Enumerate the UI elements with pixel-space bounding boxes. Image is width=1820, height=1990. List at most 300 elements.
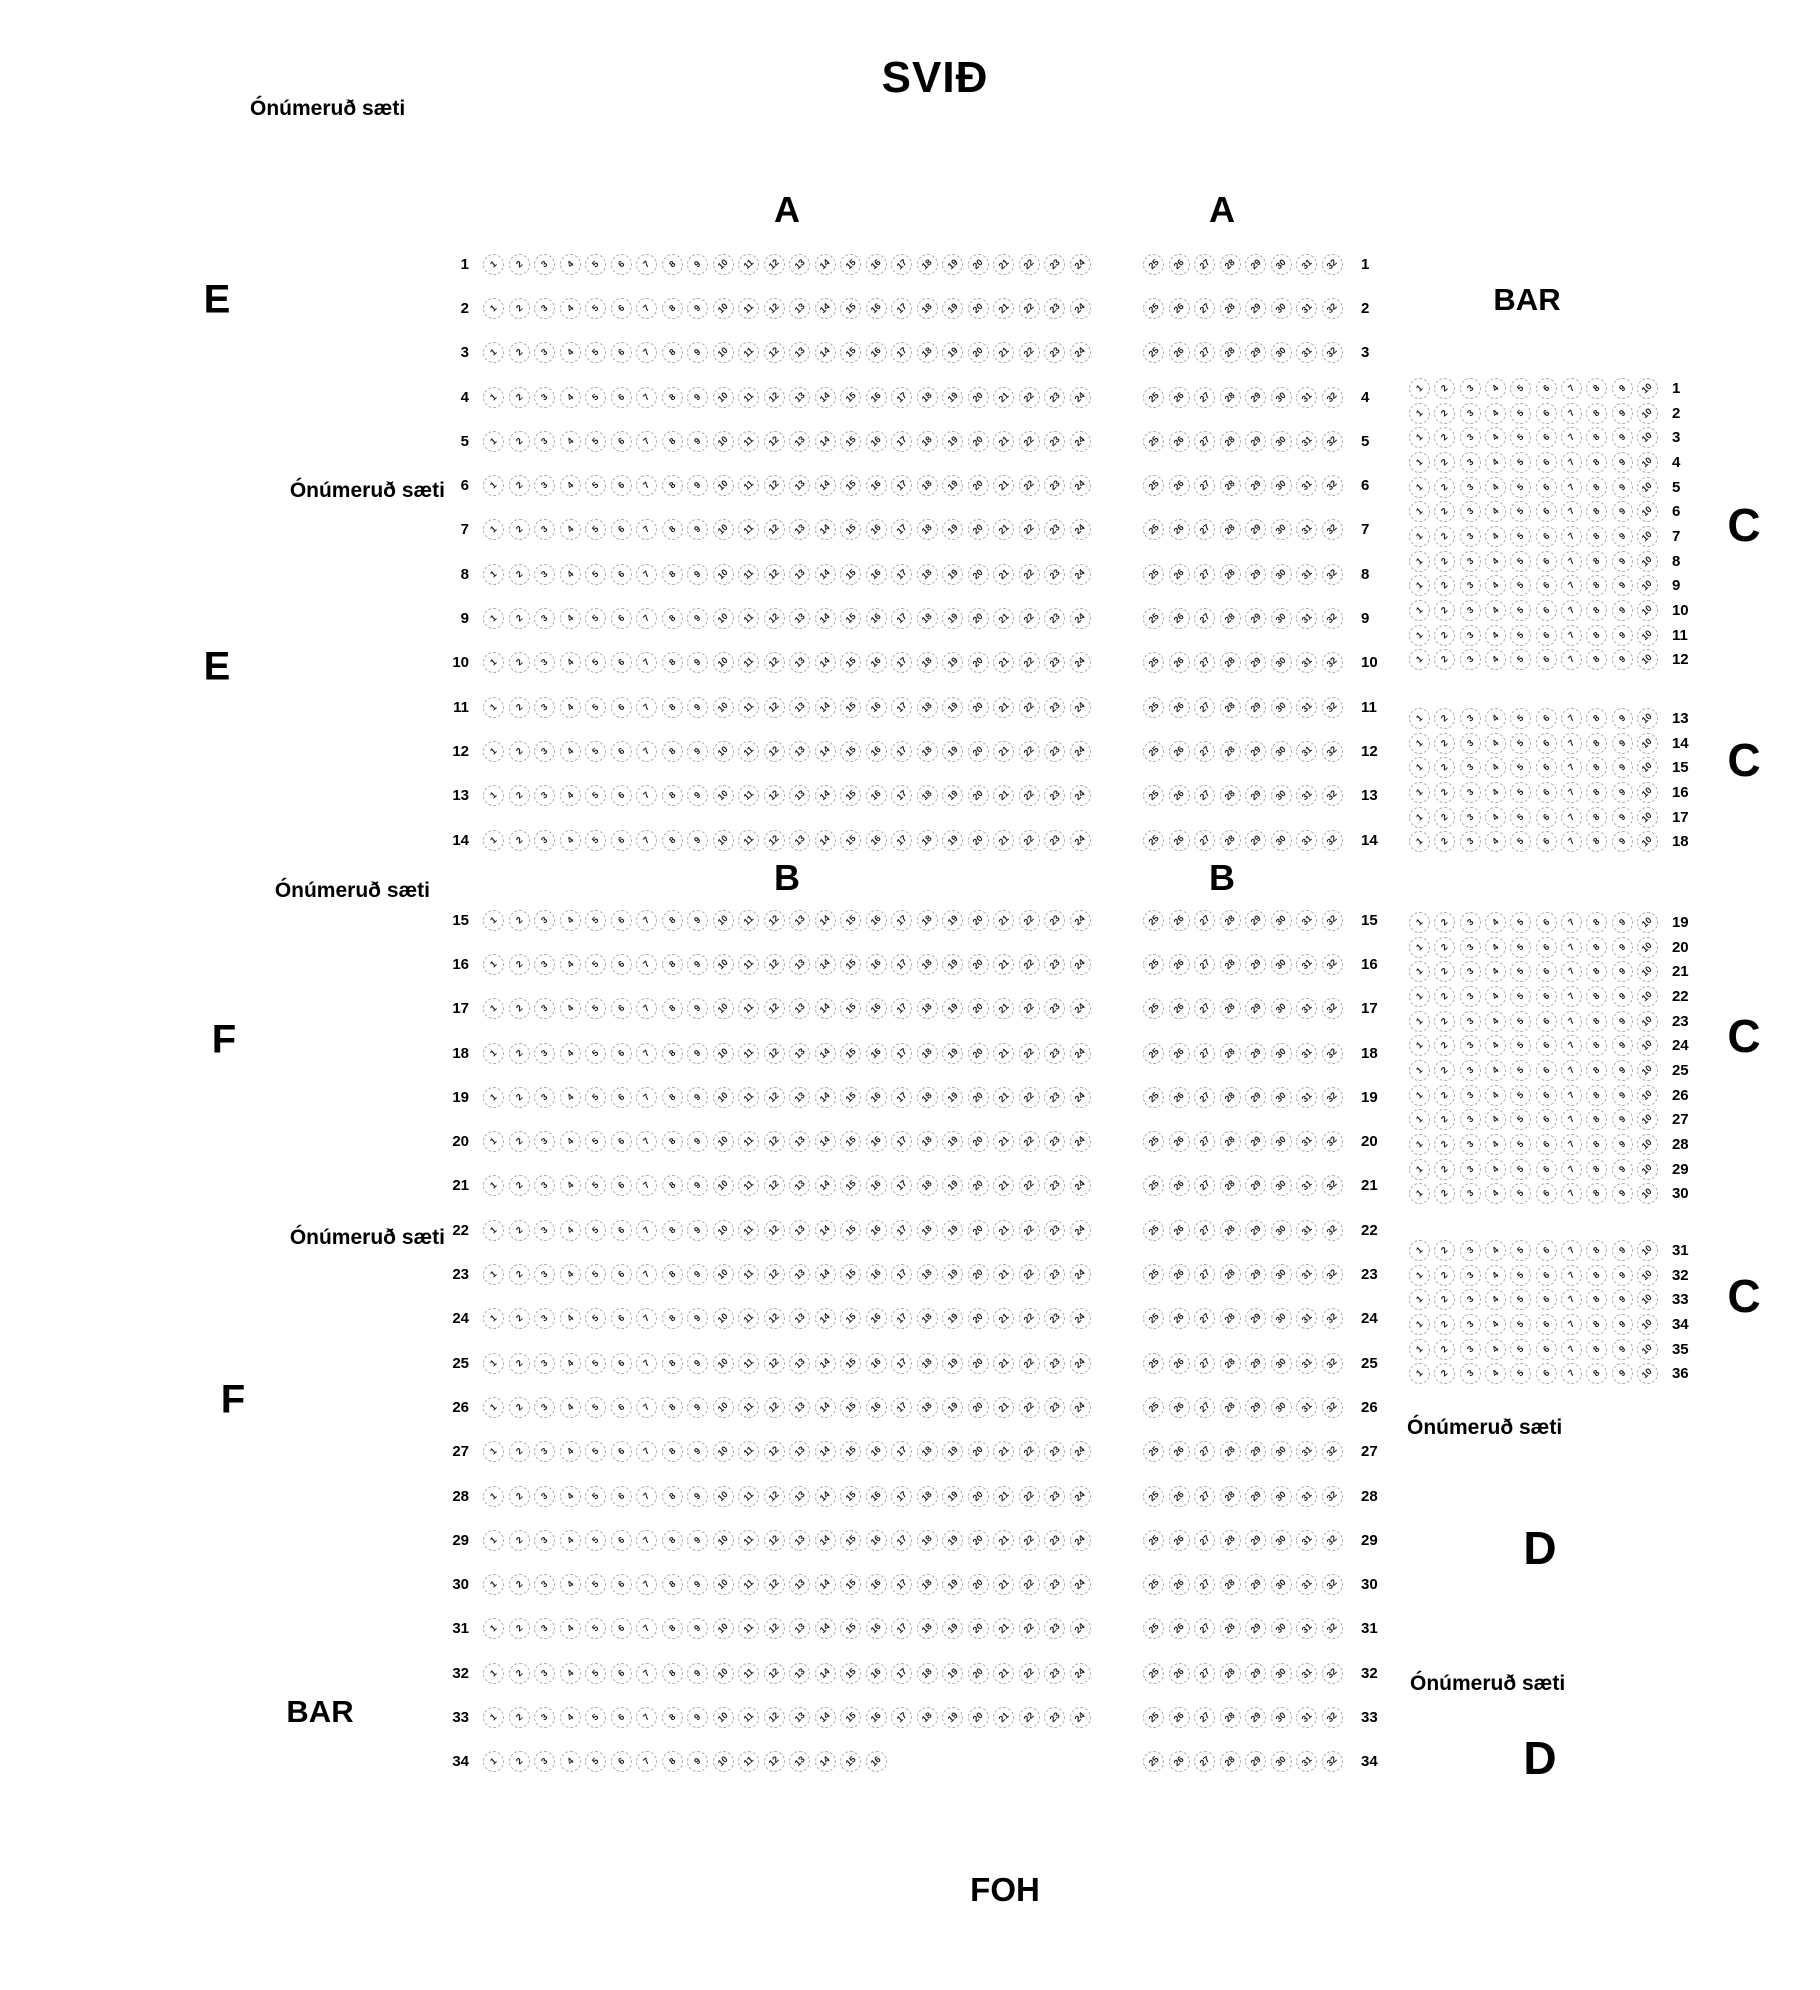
seat[interactable]: 9	[687, 1618, 708, 1639]
seat[interactable]: 4	[1485, 1134, 1506, 1155]
seat[interactable]: 29	[1245, 741, 1266, 762]
seat[interactable]: 28	[1220, 1707, 1241, 1728]
seat[interactable]: 9	[1612, 1109, 1633, 1130]
seat[interactable]: 7	[1561, 708, 1582, 729]
seat[interactable]: 30	[1271, 1175, 1292, 1196]
seat[interactable]: 17	[891, 741, 912, 762]
seat[interactable]: 11	[738, 1308, 759, 1329]
seat[interactable]: 3	[534, 652, 555, 673]
seat[interactable]: 10	[1637, 427, 1658, 448]
seat[interactable]: 10	[713, 998, 734, 1019]
seat[interactable]: 30	[1271, 1397, 1292, 1418]
seat[interactable]: 25	[1143, 1530, 1164, 1551]
seat[interactable]: 29	[1245, 1530, 1266, 1551]
seat[interactable]: 13	[789, 1530, 810, 1551]
seat[interactable]: 8	[662, 1397, 683, 1418]
seat[interactable]: 9	[687, 1087, 708, 1108]
seat[interactable]: 6	[611, 254, 632, 275]
seat[interactable]: 7	[636, 910, 657, 931]
seat[interactable]: 20	[968, 1308, 989, 1329]
seat[interactable]: 27	[1194, 1530, 1215, 1551]
seat[interactable]: 3	[1460, 1060, 1481, 1081]
seat[interactable]: 24	[1070, 1087, 1091, 1108]
seat[interactable]: 7	[1561, 986, 1582, 1007]
seat[interactable]: 2	[1434, 625, 1455, 646]
seat[interactable]: 16	[866, 1751, 887, 1772]
seat[interactable]: 20	[968, 1707, 989, 1728]
seat[interactable]: 20	[968, 254, 989, 275]
seat[interactable]: 31	[1296, 1043, 1317, 1064]
seat[interactable]: 8	[662, 1486, 683, 1507]
seat[interactable]: 18	[917, 342, 938, 363]
seat[interactable]: 8	[1586, 937, 1607, 958]
seat[interactable]: 5	[1510, 708, 1531, 729]
seat[interactable]: 2	[1434, 1011, 1455, 1032]
seat[interactable]: 26	[1169, 1707, 1190, 1728]
seat[interactable]: 3	[1460, 501, 1481, 522]
seat[interactable]: 28	[1220, 475, 1241, 496]
seat[interactable]: 21	[993, 1574, 1014, 1595]
seat[interactable]: 22	[1019, 254, 1040, 275]
seat[interactable]: 1	[1409, 1011, 1430, 1032]
seat[interactable]: 9	[1612, 1339, 1633, 1360]
seat[interactable]: 7	[1561, 1109, 1582, 1130]
seat[interactable]: 26	[1169, 998, 1190, 1019]
seat[interactable]: 30	[1271, 1618, 1292, 1639]
seat[interactable]: 3	[534, 1308, 555, 1329]
seat[interactable]: 5	[1510, 961, 1531, 982]
seat[interactable]: 24	[1070, 1220, 1091, 1241]
seat[interactable]: 21	[993, 998, 1014, 1019]
seat[interactable]: 21	[993, 830, 1014, 851]
seat[interactable]: 32	[1322, 1087, 1343, 1108]
seat[interactable]: 16	[866, 564, 887, 585]
seat[interactable]: 6	[1536, 733, 1557, 754]
seat[interactable]: 2	[1434, 649, 1455, 670]
seat[interactable]: 30	[1271, 564, 1292, 585]
seat[interactable]: 30	[1271, 954, 1292, 975]
seat[interactable]: 17	[891, 1087, 912, 1108]
seat[interactable]: 1	[1409, 477, 1430, 498]
seat[interactable]: 3	[1460, 1339, 1481, 1360]
seat[interactable]: 28	[1220, 1175, 1241, 1196]
seat[interactable]: 1	[1409, 1060, 1430, 1081]
seat[interactable]: 8	[662, 1220, 683, 1241]
seat[interactable]: 10	[713, 1574, 734, 1595]
seat[interactable]: 1	[483, 1043, 504, 1064]
seat[interactable]: 21	[993, 1087, 1014, 1108]
seat[interactable]: 9	[687, 1353, 708, 1374]
seat[interactable]: 30	[1271, 830, 1292, 851]
seat[interactable]: 19	[942, 608, 963, 629]
seat[interactable]: 29	[1245, 1441, 1266, 1462]
seat[interactable]: 6	[611, 1131, 632, 1152]
seat[interactable]: 28	[1220, 910, 1241, 931]
seat[interactable]: 1	[1409, 937, 1430, 958]
seat[interactable]: 5	[1510, 526, 1531, 547]
seat[interactable]: 2	[509, 1264, 530, 1285]
seat[interactable]: 2	[1434, 452, 1455, 473]
seat[interactable]: 2	[509, 1175, 530, 1196]
seat[interactable]: 18	[917, 387, 938, 408]
seat[interactable]: 10	[1637, 1035, 1658, 1056]
seat[interactable]: 13	[789, 1618, 810, 1639]
seat[interactable]: 10	[713, 431, 734, 452]
seat[interactable]: 6	[611, 741, 632, 762]
seat[interactable]: 31	[1296, 1264, 1317, 1285]
seat[interactable]: 13	[789, 697, 810, 718]
seat[interactable]: 10	[713, 954, 734, 975]
seat[interactable]: 4	[560, 342, 581, 363]
seat[interactable]: 28	[1220, 785, 1241, 806]
seat[interactable]: 5	[1510, 1134, 1531, 1155]
seat[interactable]: 18	[917, 1175, 938, 1196]
seat[interactable]: 6	[1536, 831, 1557, 852]
seat[interactable]: 29	[1245, 697, 1266, 718]
seat[interactable]: 10	[713, 387, 734, 408]
seat[interactable]: 9	[1612, 1265, 1633, 1286]
seat[interactable]: 29	[1245, 431, 1266, 452]
seat[interactable]: 4	[560, 1353, 581, 1374]
seat[interactable]: 16	[866, 519, 887, 540]
seat[interactable]: 2	[509, 1441, 530, 1462]
seat[interactable]: 32	[1322, 1441, 1343, 1462]
seat[interactable]: 11	[738, 785, 759, 806]
seat[interactable]: 7	[1561, 452, 1582, 473]
seat[interactable]: 28	[1220, 1618, 1241, 1639]
seat[interactable]: 17	[891, 608, 912, 629]
seat[interactable]: 4	[560, 475, 581, 496]
seat[interactable]: 27	[1194, 1574, 1215, 1595]
seat[interactable]: 7	[636, 1707, 657, 1728]
seat[interactable]: 10	[1637, 1339, 1658, 1360]
seat[interactable]: 18	[917, 1087, 938, 1108]
seat[interactable]: 6	[1536, 501, 1557, 522]
seat[interactable]: 30	[1271, 342, 1292, 363]
seat[interactable]: 1	[483, 830, 504, 851]
seat[interactable]: 3	[534, 830, 555, 851]
seat[interactable]: 22	[1019, 1087, 1040, 1108]
seat[interactable]: 1	[483, 1707, 504, 1728]
seat[interactable]: 4	[560, 519, 581, 540]
seat[interactable]: 13	[789, 1707, 810, 1728]
seat[interactable]: 27	[1194, 998, 1215, 1019]
seat[interactable]: 32	[1322, 1264, 1343, 1285]
seat[interactable]: 18	[917, 298, 938, 319]
seat[interactable]: 2	[1434, 782, 1455, 803]
seat[interactable]: 18	[917, 475, 938, 496]
seat[interactable]: 7	[636, 431, 657, 452]
seat[interactable]: 12	[764, 475, 785, 496]
seat[interactable]: 22	[1019, 1530, 1040, 1551]
seat[interactable]: 9	[687, 1486, 708, 1507]
seat[interactable]: 23	[1044, 1175, 1065, 1196]
seat[interactable]: 2	[509, 954, 530, 975]
seat[interactable]: 4	[1485, 961, 1506, 982]
seat[interactable]: 3	[1460, 1314, 1481, 1335]
seat[interactable]: 5	[585, 998, 606, 1019]
seat[interactable]: 4	[1485, 1363, 1506, 1384]
seat[interactable]: 5	[585, 431, 606, 452]
seat[interactable]: 1	[1409, 378, 1430, 399]
seat[interactable]: 17	[891, 519, 912, 540]
seat[interactable]: 11	[738, 1751, 759, 1772]
seat[interactable]: 2	[1434, 378, 1455, 399]
seat[interactable]: 13	[789, 954, 810, 975]
seat[interactable]: 12	[764, 1486, 785, 1507]
seat[interactable]: 8	[662, 1308, 683, 1329]
seat[interactable]: 1	[1409, 427, 1430, 448]
seat[interactable]: 1	[1409, 1085, 1430, 1106]
seat[interactable]: 27	[1194, 1353, 1215, 1374]
seat[interactable]: 15	[840, 785, 861, 806]
seat[interactable]: 3	[534, 741, 555, 762]
seat[interactable]: 31	[1296, 1441, 1317, 1462]
seat[interactable]: 10	[1637, 551, 1658, 572]
seat[interactable]: 22	[1019, 1618, 1040, 1639]
seat[interactable]: 26	[1169, 1353, 1190, 1374]
seat[interactable]: 12	[764, 697, 785, 718]
seat[interactable]: 2	[1434, 1363, 1455, 1384]
seat[interactable]: 5	[585, 298, 606, 319]
seat[interactable]: 7	[1561, 427, 1582, 448]
seat[interactable]: 13	[789, 741, 810, 762]
seat[interactable]: 7	[636, 1486, 657, 1507]
seat[interactable]: 7	[1561, 1265, 1582, 1286]
seat[interactable]: 30	[1271, 608, 1292, 629]
seat[interactable]: 6	[1536, 937, 1557, 958]
seat[interactable]: 14	[815, 519, 836, 540]
seat[interactable]: 3	[534, 998, 555, 1019]
seat[interactable]: 31	[1296, 298, 1317, 319]
seat[interactable]: 11	[738, 608, 759, 629]
seat[interactable]: 8	[662, 830, 683, 851]
seat[interactable]: 21	[993, 1264, 1014, 1285]
seat[interactable]: 22	[1019, 830, 1040, 851]
seat[interactable]: 18	[917, 254, 938, 275]
seat[interactable]: 9	[1612, 782, 1633, 803]
seat[interactable]: 9	[1612, 1159, 1633, 1180]
seat[interactable]: 15	[840, 697, 861, 718]
seat[interactable]: 10	[713, 1441, 734, 1462]
seat[interactable]: 2	[1434, 912, 1455, 933]
seat[interactable]: 6	[1536, 1289, 1557, 1310]
seat[interactable]: 28	[1220, 1264, 1241, 1285]
seat[interactable]: 5	[1510, 378, 1531, 399]
seat[interactable]: 3	[534, 519, 555, 540]
seat[interactable]: 2	[509, 519, 530, 540]
seat[interactable]: 6	[611, 1308, 632, 1329]
seat[interactable]: 4	[1485, 1265, 1506, 1286]
seat[interactable]: 5	[585, 1353, 606, 1374]
seat[interactable]: 8	[1586, 1011, 1607, 1032]
seat[interactable]: 26	[1169, 387, 1190, 408]
seat[interactable]: 6	[1536, 1159, 1557, 1180]
seat[interactable]: 2	[509, 475, 530, 496]
seat[interactable]: 8	[662, 1618, 683, 1639]
seat[interactable]: 3	[1460, 600, 1481, 621]
seat[interactable]: 25	[1143, 475, 1164, 496]
seat[interactable]: 10	[713, 1264, 734, 1285]
seat[interactable]: 28	[1220, 741, 1241, 762]
seat[interactable]: 4	[560, 254, 581, 275]
seat[interactable]: 28	[1220, 1486, 1241, 1507]
seat[interactable]: 6	[611, 1043, 632, 1064]
seat[interactable]: 9	[687, 1663, 708, 1684]
seat[interactable]: 27	[1194, 1220, 1215, 1241]
seat[interactable]: 20	[968, 1264, 989, 1285]
seat[interactable]: 8	[1586, 757, 1607, 778]
seat[interactable]: 2	[1434, 501, 1455, 522]
seat[interactable]: 22	[1019, 387, 1040, 408]
seat[interactable]: 21	[993, 1043, 1014, 1064]
seat[interactable]: 21	[993, 1220, 1014, 1241]
seat[interactable]: 30	[1271, 1486, 1292, 1507]
seat[interactable]: 22	[1019, 1308, 1040, 1329]
seat[interactable]: 1	[483, 431, 504, 452]
seat[interactable]: 27	[1194, 830, 1215, 851]
seat[interactable]: 24	[1070, 697, 1091, 718]
seat[interactable]: 29	[1245, 1707, 1266, 1728]
seat[interactable]: 6	[1536, 452, 1557, 473]
seat[interactable]: 4	[1485, 733, 1506, 754]
seat[interactable]: 14	[815, 1131, 836, 1152]
seat[interactable]: 22	[1019, 910, 1040, 931]
seat[interactable]: 21	[993, 342, 1014, 363]
seat[interactable]: 13	[789, 608, 810, 629]
seat[interactable]: 11	[738, 830, 759, 851]
seat[interactable]: 7	[1561, 807, 1582, 828]
seat[interactable]: 4	[560, 785, 581, 806]
seat[interactable]: 5	[1510, 757, 1531, 778]
seat[interactable]: 13	[789, 1663, 810, 1684]
seat[interactable]: 27	[1194, 1043, 1215, 1064]
seat[interactable]: 23	[1044, 1353, 1065, 1374]
seat[interactable]: 16	[866, 954, 887, 975]
seat[interactable]: 14	[815, 785, 836, 806]
seat[interactable]: 8	[1586, 1240, 1607, 1261]
seat[interactable]: 18	[917, 519, 938, 540]
seat[interactable]: 6	[611, 697, 632, 718]
seat[interactable]: 10	[1637, 625, 1658, 646]
seat[interactable]: 4	[560, 910, 581, 931]
seat[interactable]: 32	[1322, 475, 1343, 496]
seat[interactable]: 10	[713, 1486, 734, 1507]
seat[interactable]: 2	[1434, 1289, 1455, 1310]
seat[interactable]: 22	[1019, 652, 1040, 673]
seat[interactable]: 17	[891, 910, 912, 931]
seat[interactable]: 9	[687, 1175, 708, 1196]
seat[interactable]: 29	[1245, 1397, 1266, 1418]
seat[interactable]: 11	[738, 475, 759, 496]
seat[interactable]: 4	[1485, 708, 1506, 729]
seat[interactable]: 22	[1019, 1131, 1040, 1152]
seat[interactable]: 31	[1296, 1618, 1317, 1639]
seat[interactable]: 10	[1637, 1134, 1658, 1155]
seat[interactable]: 22	[1019, 998, 1040, 1019]
seat[interactable]: 7	[1561, 782, 1582, 803]
seat[interactable]: 8	[662, 342, 683, 363]
seat[interactable]: 24	[1070, 1618, 1091, 1639]
seat[interactable]: 8	[1586, 912, 1607, 933]
seat[interactable]: 14	[815, 1663, 836, 1684]
seat[interactable]: 10	[713, 910, 734, 931]
seat[interactable]: 13	[789, 387, 810, 408]
seat[interactable]: 4	[1485, 427, 1506, 448]
seat[interactable]: 30	[1271, 1663, 1292, 1684]
seat[interactable]: 7	[636, 830, 657, 851]
seat[interactable]: 21	[993, 564, 1014, 585]
seat[interactable]: 9	[687, 608, 708, 629]
seat[interactable]: 4	[1485, 526, 1506, 547]
seat[interactable]: 8	[662, 1131, 683, 1152]
seat[interactable]: 10	[713, 1353, 734, 1374]
seat[interactable]: 8	[662, 998, 683, 1019]
seat[interactable]: 1	[483, 954, 504, 975]
seat[interactable]: 5	[1510, 986, 1531, 1007]
seat[interactable]: 8	[1586, 600, 1607, 621]
seat[interactable]: 2	[509, 431, 530, 452]
seat[interactable]: 6	[611, 431, 632, 452]
seat[interactable]: 32	[1322, 298, 1343, 319]
seat[interactable]: 14	[815, 1043, 836, 1064]
seat[interactable]: 24	[1070, 1175, 1091, 1196]
seat[interactable]: 23	[1044, 431, 1065, 452]
seat[interactable]: 10	[713, 1220, 734, 1241]
seat[interactable]: 21	[993, 1441, 1014, 1462]
seat[interactable]: 4	[560, 608, 581, 629]
seat[interactable]: 7	[636, 519, 657, 540]
seat[interactable]: 8	[662, 608, 683, 629]
seat[interactable]: 5	[585, 387, 606, 408]
seat[interactable]: 7	[636, 1397, 657, 1418]
seat[interactable]: 5	[1510, 733, 1531, 754]
seat[interactable]: 1	[483, 1264, 504, 1285]
seat[interactable]: 3	[534, 1220, 555, 1241]
seat[interactable]: 2	[509, 1397, 530, 1418]
seat[interactable]: 12	[764, 741, 785, 762]
seat[interactable]: 29	[1245, 1308, 1266, 1329]
seat[interactable]: 8	[662, 1707, 683, 1728]
seat[interactable]: 1	[1409, 1183, 1430, 1204]
seat[interactable]: 23	[1044, 998, 1065, 1019]
seat[interactable]: 8	[1586, 575, 1607, 596]
seat[interactable]: 9	[1612, 625, 1633, 646]
seat[interactable]: 29	[1245, 519, 1266, 540]
seat[interactable]: 17	[891, 342, 912, 363]
seat[interactable]: 24	[1070, 1397, 1091, 1418]
seat[interactable]: 6	[611, 1530, 632, 1551]
seat[interactable]: 6	[611, 785, 632, 806]
seat[interactable]: 22	[1019, 608, 1040, 629]
seat[interactable]: 27	[1194, 342, 1215, 363]
seat[interactable]: 31	[1296, 342, 1317, 363]
seat[interactable]: 1	[1409, 733, 1430, 754]
seat[interactable]: 10	[1637, 649, 1658, 670]
seat[interactable]: 31	[1296, 1574, 1317, 1595]
seat[interactable]: 19	[942, 785, 963, 806]
seat[interactable]: 21	[993, 1308, 1014, 1329]
seat[interactable]: 13	[789, 1397, 810, 1418]
seat[interactable]: 6	[1536, 551, 1557, 572]
seat[interactable]: 4	[1485, 912, 1506, 933]
seat[interactable]: 9	[1612, 1060, 1633, 1081]
seat[interactable]: 7	[1561, 1011, 1582, 1032]
seat[interactable]: 23	[1044, 298, 1065, 319]
seat[interactable]: 13	[789, 1441, 810, 1462]
seat[interactable]: 14	[815, 431, 836, 452]
seat[interactable]: 5	[585, 910, 606, 931]
